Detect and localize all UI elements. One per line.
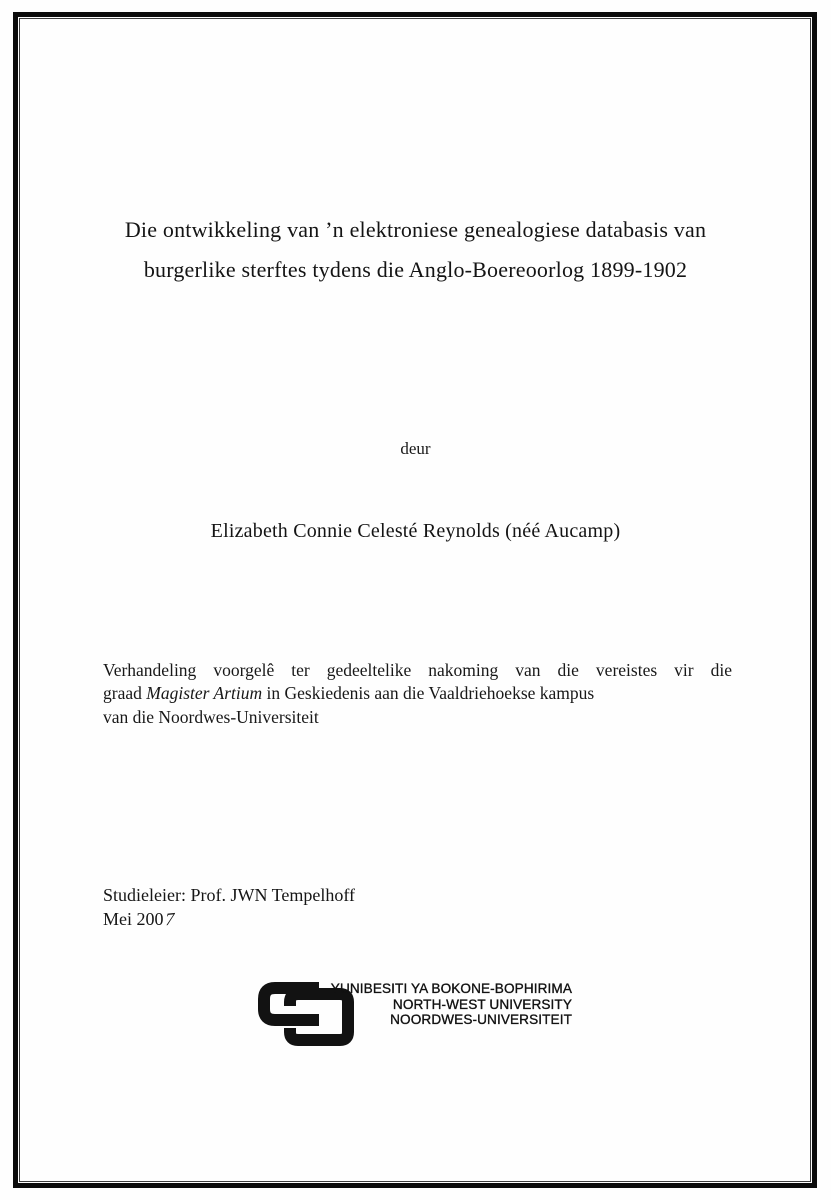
university-name-english: NORTH-WEST UNIVERSITY	[392, 996, 572, 1012]
submission-line-1: Verhandeling voorgelê ter gedeeltelike nakoming van die vereistes vir die	[103, 660, 732, 680]
submission-line-3: van die Noordwes-Universiteit	[103, 706, 319, 727]
supervisor-and-date	[103, 884, 355, 931]
date-final-digit: 7	[162, 908, 176, 929]
byline-deur: deur	[400, 439, 431, 458]
university-logo	[257, 981, 577, 1051]
university-name-setswana: YUNIBESITI YA BOKONE-BOPHIRIMA	[330, 981, 572, 996]
supervisor-line: Studieleier: Prof. JWN Tempelhoff	[103, 885, 356, 905]
date-line	[103, 908, 355, 932]
submission-line-2	[103, 682, 732, 705]
date-prefix: Mei 200	[103, 908, 164, 929]
submission-line-2-prefix: graad	[103, 683, 147, 704]
submission-statement	[103, 659, 732, 729]
thesis-title-line-1: Die ontwikkeling van ’n elektroniese genealogiese databasis van	[124, 217, 707, 242]
thesis-title	[0, 210, 831, 290]
submission-line-2-suffix: in Geskiedenis aan die Vaaldriehoekse kampus	[262, 683, 595, 704]
degree-name: Magister Artium	[146, 683, 263, 704]
thesis-title-line-2: burgerlike sterftes tydens die Anglo-Boereoorlog 1899-1902	[143, 257, 688, 282]
university-name-afrikaans: NOORDWES-UNIVERSITEIT	[390, 1012, 572, 1027]
university-logo-text	[299, 981, 572, 1028]
author-name: Elizabeth Connie Celesté Reynolds (néé Aucamp)	[210, 520, 621, 542]
